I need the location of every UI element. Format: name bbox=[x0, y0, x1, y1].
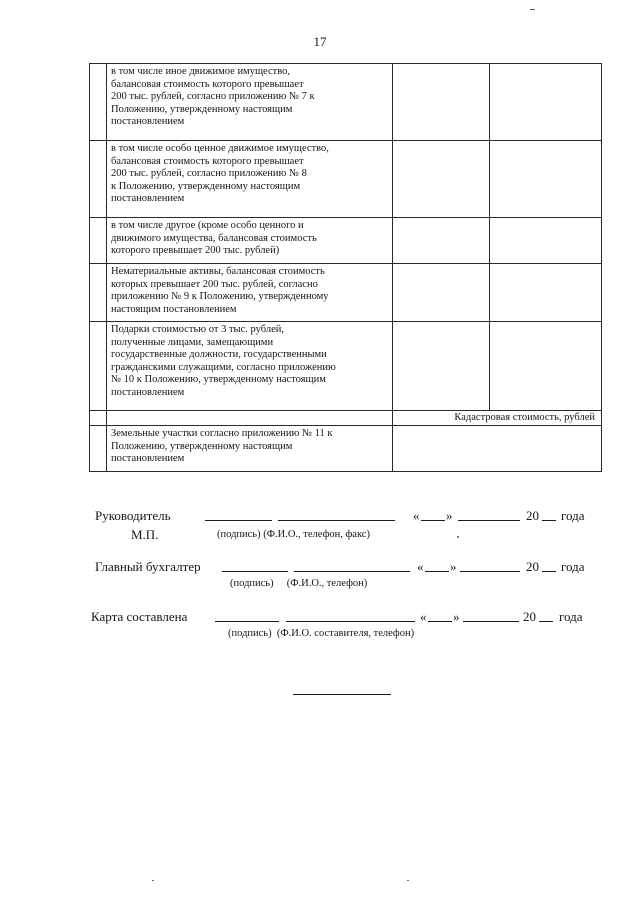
closing-rule bbox=[293, 694, 391, 695]
accountant-date-close-quote: » bbox=[450, 559, 457, 574]
scan-speck bbox=[152, 880, 154, 881]
row-label: Нематериальные активы, балансовая стоимость которых превышает 200 тыс. рублей, согласно приложению № 9 к Положению, утвержденному настоящим постановлением bbox=[111, 266, 329, 315]
row-label-cell bbox=[107, 218, 393, 264]
accountant-signature-hint: (подпись) (Ф.И.О., телефон) bbox=[230, 578, 368, 589]
head-year-prefix: 20 bbox=[526, 508, 539, 523]
row-label-cell bbox=[107, 426, 393, 472]
accountant-year-suffix: года bbox=[561, 559, 585, 574]
stamp-label: М.П. bbox=[131, 527, 159, 542]
row-label: в том числе иное движимое имущество, балансовая стоимость которого превышает 200 тыс. рублей, согласно приложению № 7 к Положению, утвержденному настоящим постановлением bbox=[111, 66, 315, 128]
row-number-cell bbox=[90, 218, 107, 264]
table-row bbox=[90, 141, 602, 218]
row-label: в том числе другое (кроме особо ценного и движимого имущества, балансовая стоимость которого превышает 200 тыс. рублей) bbox=[111, 220, 317, 257]
compiler-date-open-quote: « bbox=[420, 609, 427, 624]
table-row bbox=[90, 218, 602, 264]
row-label-cell bbox=[107, 141, 393, 218]
head-signature-hint: (подпись) (Ф.И.О., телефон, факс) bbox=[217, 529, 370, 540]
scan-speck bbox=[457, 536, 459, 538]
compiler-month-field[interactable] bbox=[463, 609, 519, 626]
table-row bbox=[90, 264, 602, 322]
property-table bbox=[89, 63, 602, 472]
head-month-field[interactable] bbox=[458, 508, 520, 525]
value-cell[interactable] bbox=[393, 64, 490, 141]
scan-speck bbox=[530, 9, 535, 10]
value-cell[interactable] bbox=[393, 218, 490, 264]
accountant-year-field[interactable] bbox=[542, 559, 556, 576]
compiler-signature-hint: (подпись) (Ф.И.О. составителя, телефон) bbox=[228, 628, 415, 639]
compiler-title: Карта составлена bbox=[91, 609, 188, 624]
row-number-cell bbox=[90, 322, 107, 411]
row-number-cell bbox=[90, 264, 107, 322]
accountant-day-field[interactable] bbox=[425, 559, 449, 576]
row-number-cell bbox=[90, 426, 107, 472]
head-name-field[interactable] bbox=[278, 508, 395, 525]
head-date-close-quote: » bbox=[446, 508, 453, 523]
compiler-year-prefix: 20 bbox=[523, 609, 536, 624]
value-cell[interactable] bbox=[490, 64, 602, 141]
head-year-suffix: года bbox=[561, 508, 585, 523]
page-number: 17 bbox=[313, 34, 327, 49]
compiler-name-field[interactable] bbox=[286, 609, 415, 626]
value-cell[interactable] bbox=[490, 264, 602, 322]
accountant-date-open-quote: « bbox=[417, 559, 424, 574]
row-number-cell bbox=[90, 411, 107, 426]
row-number-cell bbox=[90, 64, 107, 141]
row-number-cell bbox=[90, 141, 107, 218]
value-cell[interactable] bbox=[393, 264, 490, 322]
head-signature-field[interactable] bbox=[205, 508, 272, 525]
row-label-cell bbox=[107, 64, 393, 141]
value-cell[interactable] bbox=[490, 322, 602, 411]
head-title: Руководитель bbox=[95, 508, 171, 523]
head-day-field[interactable] bbox=[421, 508, 445, 525]
row-label-cell bbox=[107, 322, 393, 411]
row-label: Земельные участки согласно приложению № 11 к Положению, утвержденному настоящим постановлением bbox=[111, 428, 333, 465]
row-label-cell bbox=[107, 264, 393, 322]
cadastral-value-header: Кадастровая стоимость, рублей bbox=[393, 411, 602, 426]
scan-speck bbox=[407, 880, 409, 881]
row-label: в том числе особо ценное движимое имущество, балансовая стоимость которого превышает 200 тыс. рублей, согласно приложению № 8 к Положению, утвержденному настоящим постановлением bbox=[111, 143, 329, 205]
table-row bbox=[90, 426, 602, 472]
table-row bbox=[90, 322, 602, 411]
compiler-year-suffix: года bbox=[559, 609, 583, 624]
compiler-date-close-quote: » bbox=[453, 609, 460, 624]
accountant-signature-field[interactable] bbox=[222, 559, 288, 576]
cadastral-header-row bbox=[90, 411, 602, 426]
accountant-year-prefix: 20 bbox=[526, 559, 539, 574]
value-cell[interactable] bbox=[393, 426, 602, 472]
value-cell[interactable] bbox=[490, 218, 602, 264]
value-cell[interactable] bbox=[393, 141, 490, 218]
table-row bbox=[90, 64, 602, 141]
value-cell[interactable] bbox=[490, 141, 602, 218]
accountant-title: Главный бухгалтер bbox=[95, 559, 201, 574]
compiler-signature-field[interactable] bbox=[215, 609, 279, 626]
compiler-day-field[interactable] bbox=[428, 609, 452, 626]
accountant-name-field[interactable] bbox=[294, 559, 410, 576]
row-label: Подарки стоимостью от 3 тыс. рублей, полученные лицами, замещающими государственные должности, государственными гражданскими служащими, согласно приложению № 10 к Положению, утвержденному настоящим постановлением bbox=[111, 324, 336, 398]
value-cell[interactable] bbox=[393, 322, 490, 411]
empty-cell bbox=[107, 411, 393, 426]
head-date-open-quote: « bbox=[413, 508, 420, 523]
head-year-field[interactable] bbox=[542, 508, 556, 525]
compiler-year-field[interactable] bbox=[539, 609, 553, 626]
accountant-month-field[interactable] bbox=[460, 559, 520, 576]
